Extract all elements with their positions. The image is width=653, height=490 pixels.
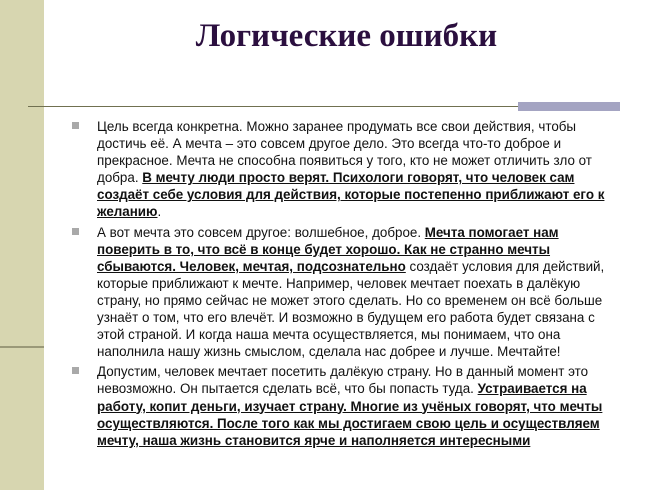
item-1-end: . (157, 204, 162, 220)
left-band-accent (0, 346, 44, 348)
item-1-emphasis: В мечту люди просто верят. Психологи говорят, что человек сам создаёт себе условия для действия, которые постепенно приближают его к желанию (97, 170, 605, 220)
bullet-item-3 (72, 363, 612, 448)
bullet-item-1 (72, 118, 612, 221)
item-3-emphasis: Устраивается на работу, копит деньги, изучает страну. Многие из учёных говорят, что мечты осуществляются. После того как мы достигаем свою цель и осуществляем мечту, наша жизнь становится ярче и наполняется интересными (97, 381, 603, 448)
title-divider-accent (518, 102, 620, 111)
title-divider-line (28, 106, 518, 107)
item-2-rest: создаёт условия для действий, которые приближают к мечте. Например, человек мечтает поехать в далёкую страну, но прямо сейчас не может этого сделать. Но со временем он всё больше узнаёт о том, что его влечёт. И возможно в будущем его работа будет связана с этой страной. И когда наша мечта осуществляется, мы понимаем, что она наполнила нашу жизнь смыслом, сделала нас добрее и лучше. Мечтайте! (97, 258, 605, 360)
left-decorative-band (0, 0, 44, 490)
square-bullet-icon (72, 122, 79, 129)
item-2-text: А вот мечта это совсем другое: волшебное, доброе. (97, 224, 425, 240)
slide-title: Логические ошибки (195, 18, 498, 54)
bullet-item-2 (72, 224, 612, 361)
square-bullet-icon (72, 228, 79, 235)
item-3-text: Допустим, человек мечтает посетить далёкую страну. Но в данный момент это невозможно. Он пытается сделать всё, что бы попасть туда. (97, 364, 589, 397)
bullet-list (72, 118, 612, 452)
item-2-emphasis: Мечта помогает нам поверить в то, что всё в конце будет хорошо. Как не странно мечты сбываются. Человек, мечтая, подсознательно (97, 224, 559, 274)
item-1-text: Цель всегда конкретна. Можно заранее продумать все свои действия, чтобы достичь её. А мечта – это совсем другое дело. Это всегда что-то доброе и прекрасное. Мечта не способна появиться у того, кто не может отличить зло от добра. (97, 119, 592, 186)
square-bullet-icon (72, 367, 79, 374)
